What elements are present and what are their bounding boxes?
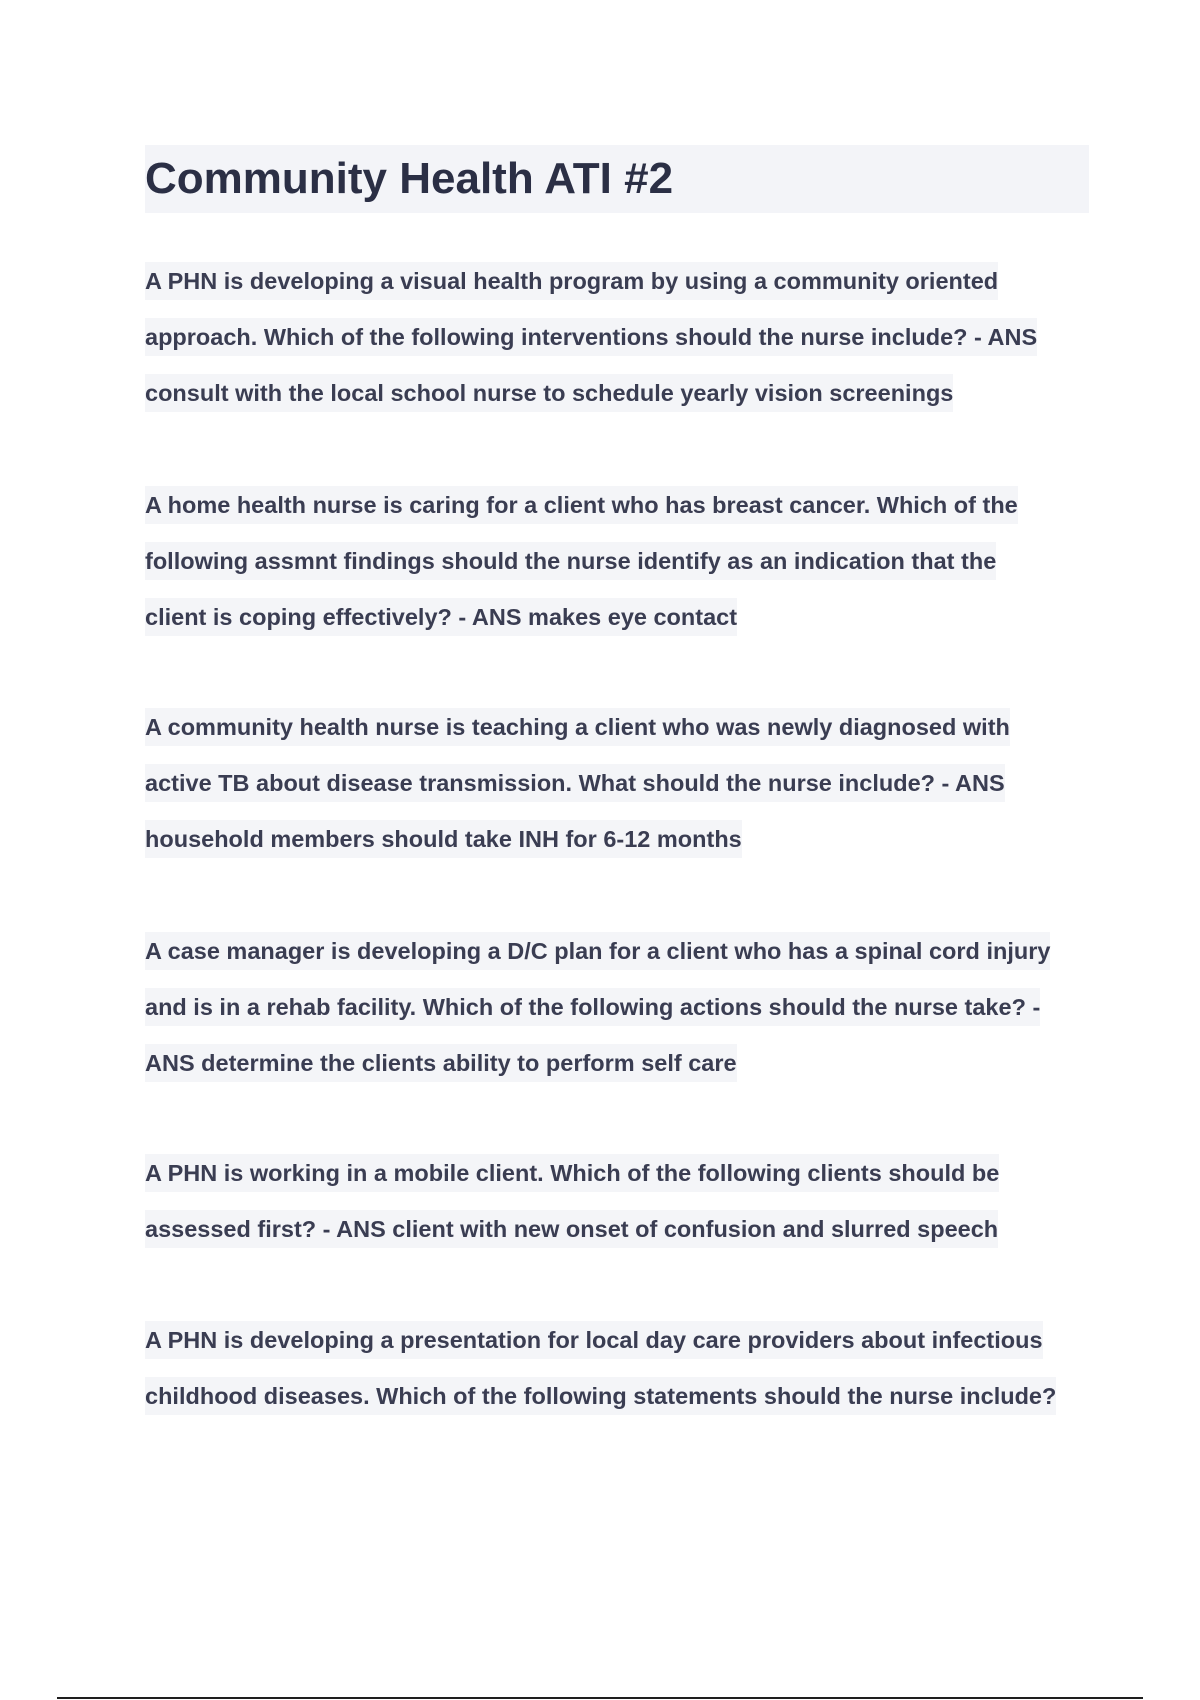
qa-line: approach. Which of the following interventions should the nurse include? - ANS (145, 309, 1095, 365)
footer-divider (57, 1697, 1143, 1699)
qa-line: A PHN is working in a mobile client. Which of the following clients should be (145, 1145, 1095, 1201)
qa-line: A PHN is developing a visual health program by using a community oriented (145, 253, 1095, 309)
qa-line: A PHN is developing a presentation for local day care providers about infectious (145, 1312, 1095, 1368)
qa-line: active TB about disease transmission. What should the nurse include? - ANS (145, 755, 1095, 811)
qa-line: and is in a rehab facility. Which of the following actions should the nurse take? - (145, 979, 1095, 1035)
qa-line: following assmnt findings should the nurse identify as an indication that the (145, 533, 1095, 589)
qa-item-4 (145, 923, 1095, 1091)
qa-line: consult with the local school nurse to schedule yearly vision screenings (145, 365, 1095, 421)
qa-item-1 (145, 253, 1095, 421)
qa-item-3 (145, 699, 1095, 867)
qa-item-6 (145, 1312, 1095, 1424)
qa-line: household members should take INH for 6-12 months (145, 811, 1095, 867)
qa-line: A community health nurse is teaching a client who was newly diagnosed with (145, 699, 1095, 755)
qa-line: A case manager is developing a D/C plan for a client who has a spinal cord injury (145, 923, 1095, 979)
qa-item-5 (145, 1145, 1095, 1257)
qa-line: ANS determine the clients ability to perform self care (145, 1035, 1095, 1091)
page-title: Community Health ATI #2 (145, 154, 674, 203)
qa-line: A home health nurse is caring for a client who has breast cancer. Which of the (145, 477, 1095, 533)
qa-line: assessed first? - ANS client with new onset of confusion and slurred speech (145, 1201, 1095, 1257)
qa-line: client is coping effectively? - ANS makes eye contact (145, 589, 1095, 645)
qa-item-2 (145, 477, 1095, 645)
qa-line: childhood diseases. Which of the following statements should the nurse include? (145, 1368, 1095, 1424)
